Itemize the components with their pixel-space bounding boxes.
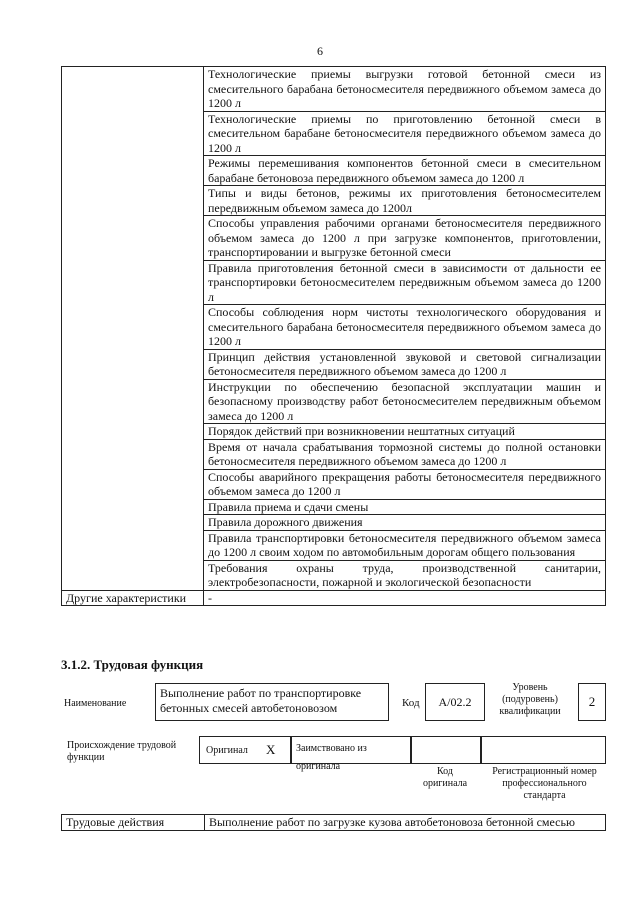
origin-label: Происхождение трудовой функции <box>67 740 177 763</box>
borrowed-cell <box>291 736 411 772</box>
original-label: Оригинал <box>206 745 248 756</box>
row-text: Инструкции по обеспечению безопасной эксплуатации машин и безопасному производству работ бетоносмесителем передвижным объемом замеса до 1200 л <box>204 379 606 424</box>
row-text: Способы аварийного прекращения работы бетоносмесителя передвижного объемом замеса до 1200 л <box>204 469 606 499</box>
row-text: Порядок действий при возникновении нештатных ситуаций <box>204 424 606 440</box>
section-heading: 3.1.2. Трудовая функция <box>61 657 204 672</box>
row-text: Правила транспортировки бетоносмесителя передвижного объемом замеса до 1200 л своим ходом по автомобильным дорогам общего пользования <box>204 530 606 560</box>
labor-action-item: Выполнение работ по загрузке кузова автобетоновоза бетонной смесью <box>205 815 606 831</box>
row-text: Режимы перемешивания компонентов бетонной смеси в смесительном барабане бетоновоза передвижного объемом замеса до 1200 л <box>204 156 606 186</box>
row-text: Требования охраны труда, производственной санитарии, электробезопасности, пожарной и экологической безопасности <box>204 560 606 590</box>
row-text: Время от начала срабатывания тормозной системы до полной остановки бетоносмесителя передвижного объемом замеса до 1200 л <box>204 439 606 469</box>
row-text: Способы управления рабочими органами бетоносмесителя передвижного объемом замеса до 1200 л при загрузке компонентов, приготовлении, транспортировании и выгрузке бетонной смеси <box>204 216 606 261</box>
table-row <box>62 67 606 112</box>
borrowed-label: Заимствовано из оригинала <box>296 743 367 772</box>
code-original-label: Код оригинала <box>422 766 468 789</box>
original-cell <box>199 736 291 764</box>
row-text: Принцип действия установленной звуковой и световой сигнализации бетоносмесителя передвижного объемом замеса до 1200 л <box>204 349 606 379</box>
row-text: Правила приготовления бетонной смеси в зависимости от дальности ее транспортировки бетоносмесителем передвижным объемом замеса до 1200 л <box>204 260 606 305</box>
reg-number-label: Регистрационный номер профессионального стандарта <box>492 766 597 801</box>
row-text: Технологические приемы по приготовлению бетонной смеси в смесительном барабане бетоносмесителя передвижного объемом замеса до 1200 л <box>204 111 606 156</box>
code-original-cell <box>411 736 481 764</box>
labor-actions-label: Трудовые действия <box>62 815 205 831</box>
page-number: 6 <box>317 44 323 58</box>
original-mark: Х <box>266 742 276 757</box>
code-label: Код <box>402 697 420 709</box>
row-text: Способы соблюдения норм чистоты технологического оборудования и смесительного барабана бетоносмесителя передвижного объемом замеса до 1200 л <box>204 305 606 350</box>
row-label <box>62 67 204 591</box>
name-label: Наименование <box>64 698 127 709</box>
knowledge-table <box>61 66 606 606</box>
labor-actions-table <box>61 814 606 831</box>
code-value: А/02.2 <box>425 683 485 721</box>
level-label: Уровень (подуровень) квалификации <box>499 682 561 717</box>
row-text: Правила дорожного движения <box>204 515 606 531</box>
row-text: Технологические приемы выгрузки готовой бетонной смеси из смесительного барабана бетоносмесителя передвижного объемом замеса до 1200 л <box>204 67 606 112</box>
level-value: 2 <box>578 683 606 721</box>
row-text: - <box>204 590 606 606</box>
table-row <box>62 590 606 606</box>
row-text: Типы и виды бетонов, режимы их приготовления бетоносмесителем передвижным объемом замеса до 1200л <box>204 186 606 216</box>
name-value: Выполнение работ по транспортировке бетонных смесей автобетоновозом <box>155 683 389 721</box>
reg-number-cell <box>481 736 606 764</box>
row-text: Правила приема и сдачи смены <box>204 499 606 515</box>
row-label: Другие характеристики <box>62 590 204 606</box>
